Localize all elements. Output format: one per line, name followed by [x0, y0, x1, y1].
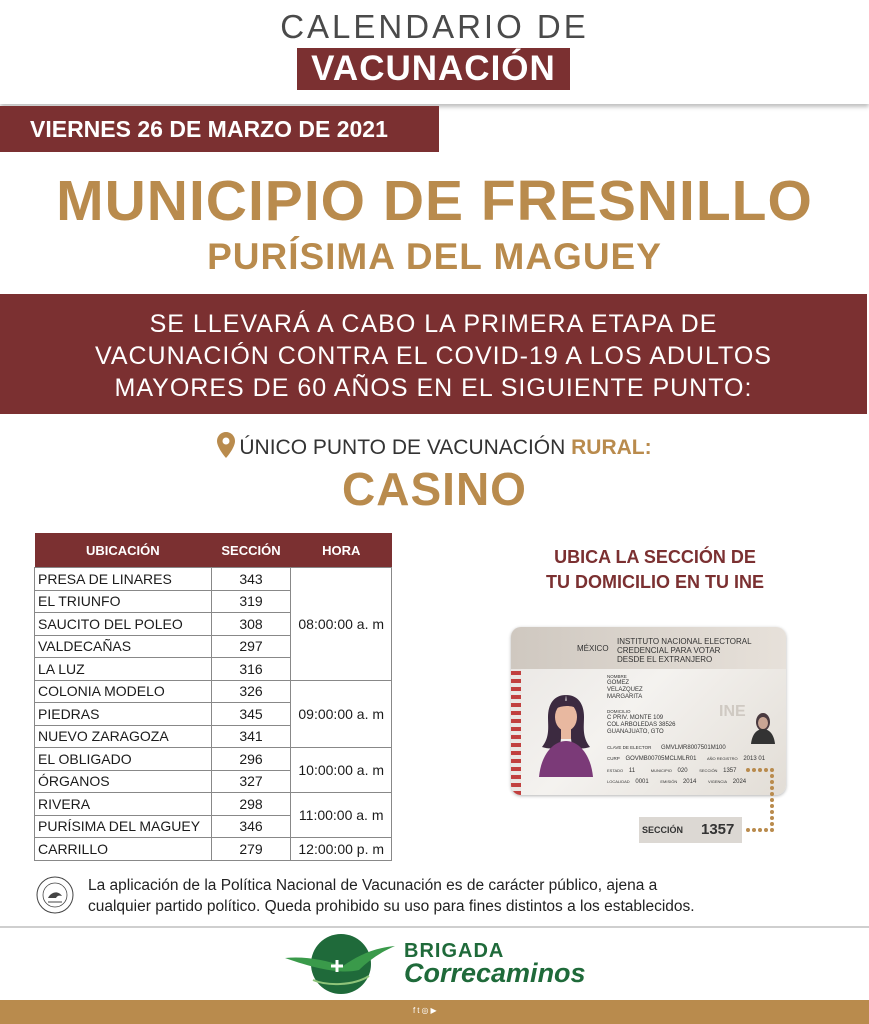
cell-seccion: 343 [211, 568, 291, 591]
card-field-value: GUANAJUATO, GTO [607, 729, 664, 735]
cell-hora: 10:00:00 a. m [291, 748, 392, 793]
card-field-value: GOVMB00705MCLMLR01 [625, 756, 697, 762]
announcement-banner [0, 294, 867, 414]
vaccination-location: CASINO [342, 463, 527, 515]
card-field-value: C PRIV. MONTE 109 [607, 715, 664, 721]
card-institution-line: DESDE EL EXTRANJERO [617, 655, 713, 664]
vaccination-point-type: RURAL: [571, 436, 652, 459]
cell-seccion: 341 [211, 725, 291, 748]
cell-ubicacion: SAUCITO DEL POLEO [35, 613, 212, 636]
card-field-label: EMISIÓN [660, 779, 678, 784]
card-country: MÉXICO [577, 644, 609, 653]
card-field-label: LOCALIDAD [607, 779, 630, 784]
card-field-value: 11 [628, 768, 636, 774]
card-field-label: NOMBRE [607, 674, 627, 679]
ine-instructions [500, 545, 810, 595]
cell-ubicacion: ÓRGANOS [35, 770, 212, 793]
cell-seccion: 346 [211, 815, 291, 838]
cell-ubicacion: PIEDRAS [35, 703, 212, 726]
announcement-line: VACUNACIÓN CONTRA EL COVID-19 A LOS ADULTOS [95, 342, 772, 370]
disclaimer-line: cualquier partido político. Queda prohibido su uso para fines distintos a los establecidos. [88, 898, 695, 915]
card-photo-icon [531, 677, 601, 777]
divider [0, 926, 869, 928]
cell-ubicacion: PRESA DE LINARES [35, 568, 212, 591]
dotted-connector-icon [744, 765, 804, 835]
card-field-value: GMVLMR8007501M100 [661, 745, 726, 751]
cell-ubicacion: COLONIA MODELO [35, 680, 212, 703]
cell-hora: 12:00:00 p. m [291, 838, 392, 861]
mexico-seal-icon [36, 876, 74, 914]
card-pattern-border [511, 669, 521, 795]
seccion-callout-label: SECCIÓN [642, 825, 684, 835]
cell-seccion: 296 [211, 748, 291, 771]
card-row-estado [607, 767, 736, 775]
seccion-callout [639, 817, 742, 843]
card-field-value: GOMEZ [607, 680, 629, 686]
social-icons [413, 1006, 439, 1015]
card-field-label: DOMICILIO [607, 709, 631, 714]
table-header-row [35, 533, 392, 568]
card-field-value: COL ARBOLEDAS 38526 [607, 722, 676, 728]
card-anio-registro [707, 755, 765, 763]
card-nombre [607, 673, 643, 701]
table-row [35, 838, 392, 861]
cell-ubicacion: EL TRIUNFO [35, 590, 212, 613]
localidad-title: PURÍSIMA DEL MAGUEY [207, 236, 662, 277]
brand-line1: BRIGADA [404, 940, 505, 962]
card-institution-line: INSTITUTO NACIONAL ELECTORAL [617, 637, 752, 646]
card-watermark: INE [719, 703, 746, 720]
cell-ubicacion: LA LUZ [35, 658, 212, 681]
card-field-label: CLAVE DE ELECTOR [607, 745, 652, 750]
card-field-value: 2024 [732, 779, 747, 785]
card-mini-photo-icon [749, 710, 777, 744]
announcement-line: MAYORES DE 60 AÑOS EN EL SIGUIENTE PUNTO: [114, 374, 753, 402]
cell-ubicacion: EL OBLIGADO [35, 748, 212, 771]
header-title-line2: VACUNACIÓN [297, 48, 570, 90]
cell-hora: 11:00:00 a. m [291, 793, 392, 838]
schedule-table-body [35, 568, 392, 861]
card-field-value: 2013 01 [743, 756, 766, 762]
card-field-value: 0001 [635, 779, 649, 785]
cell-seccion: 326 [211, 680, 291, 703]
table-row [35, 793, 392, 816]
facebook-icon[interactable]: f [413, 1006, 418, 1015]
card-field-label: AÑO REGISTRO [707, 756, 738, 761]
ine-instructions-line: TU DOMICILIO EN TU INE [546, 572, 764, 592]
cell-seccion: 345 [211, 703, 291, 726]
table-row [35, 568, 392, 591]
header-title-line1: CALENDARIO DE [280, 8, 589, 45]
cell-ubicacion: CARRILLO [35, 838, 212, 861]
seccion-callout-value: 1357 [701, 821, 735, 838]
schedule-table [34, 533, 392, 861]
cell-ubicacion: PURÍSIMA DEL MAGUEY [35, 815, 212, 838]
column-header-ubicacion: UBICACIÓN [35, 533, 212, 568]
card-curp [607, 755, 696, 763]
card-field-label: MUNICIPIO [650, 768, 672, 773]
cell-hora: 09:00:00 a. m [291, 680, 392, 748]
instagram-icon[interactable]: ◎ [421, 1006, 431, 1015]
card-field-label: ESTADO [607, 768, 624, 773]
cell-seccion: 319 [211, 590, 291, 613]
column-header-hora: HORA [291, 533, 392, 568]
card-field-label: VIGENCIA [707, 779, 728, 784]
cell-ubicacion: NUEVO ZARAGOZA [35, 725, 212, 748]
table-row [35, 748, 392, 771]
municipio-title: MUNICIPIO DE FRESNILLO [56, 169, 813, 233]
card-institution-line: CREDENCIAL PARA VOTAR [617, 646, 721, 655]
card-field-label: SECCIÓN [699, 768, 718, 773]
date-banner: VIERNES 26 DE MARZO DE 2021 [0, 106, 439, 152]
card-field-label: CURP [607, 756, 620, 761]
card-field-value: MARGARITA [607, 694, 643, 700]
card-row-localidad [607, 778, 746, 786]
card-field-value: 020 [677, 768, 688, 774]
cell-ubicacion: RIVERA [35, 793, 212, 816]
card-domicilio [607, 708, 675, 736]
card-clave [607, 744, 726, 752]
cell-seccion: 298 [211, 793, 291, 816]
brigada-bird-logo-icon [283, 930, 398, 998]
card-field-value: VELAZQUEZ [607, 687, 643, 693]
disclaimer-text [88, 875, 828, 917]
announcement-line: SE LLEVARÁ A CABO LA PRIMERA ETAPA DE [149, 310, 718, 338]
card-institution [617, 637, 752, 664]
cell-seccion: 297 [211, 635, 291, 658]
cell-seccion: 308 [211, 613, 291, 636]
vaccination-point-line [0, 432, 869, 464]
vaccination-point-text: ÚNICO PUNTO DE VACUNACIÓN [239, 436, 572, 459]
column-header-seccion: SECCIÓN [211, 533, 291, 568]
location-pin-icon [217, 432, 235, 464]
disclaimer-line: La aplicación de la Política Nacional de Vacunación es de carácter público, ajena a [88, 877, 658, 894]
cell-seccion: 279 [211, 838, 291, 861]
youtube-icon[interactable]: ▶ [430, 1006, 439, 1015]
cell-hora: 08:00:00 a. m [291, 568, 392, 681]
table-row [35, 680, 392, 703]
card-field-value: 2014 [682, 779, 697, 785]
cell-seccion: 316 [211, 658, 291, 681]
ine-instructions-line: UBICA LA SECCIÓN DE [554, 547, 756, 567]
brand-line2: Correcaminos [404, 958, 586, 988]
cell-seccion: 327 [211, 770, 291, 793]
card-field-value: 1357 [723, 768, 737, 774]
twitter-icon[interactable]: t [417, 1006, 422, 1015]
cell-ubicacion: VALDECAÑAS [35, 635, 212, 658]
